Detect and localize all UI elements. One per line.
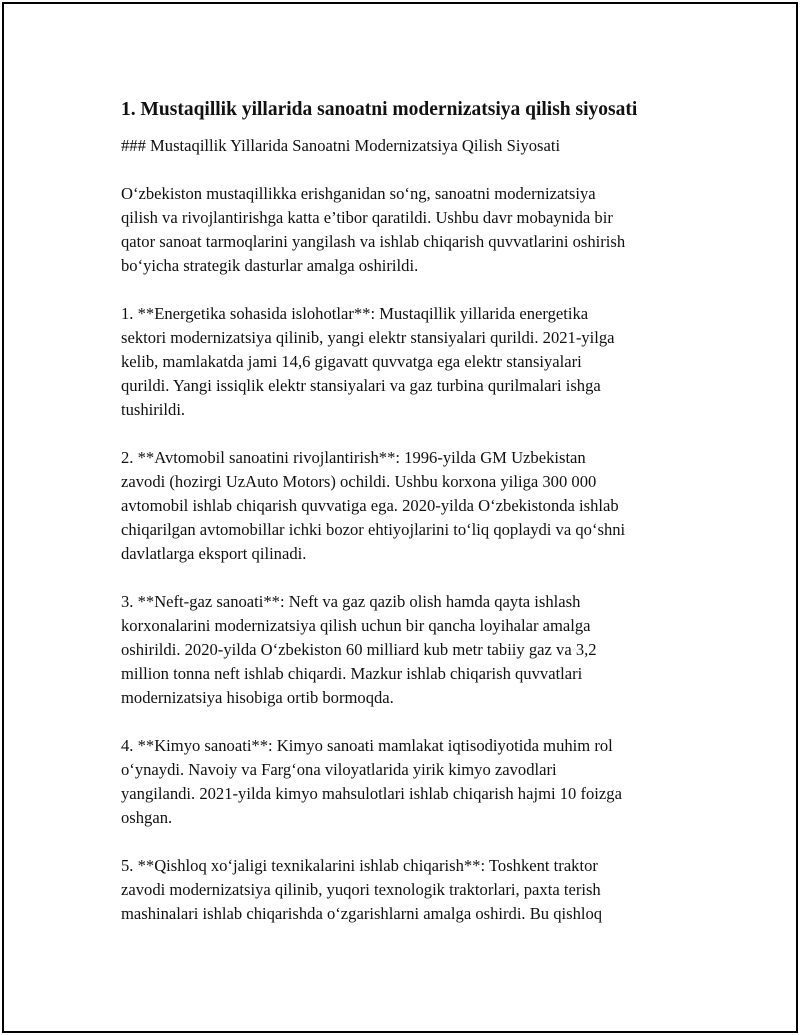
text-line: 2. **Avtomobil sanoatini rivojlantirish**: 1996-yilda GM Uzbekistan — [121, 448, 586, 467]
document-subtitle: ### Mustaqillik Yillarida Sanoatni Modernizatsiya Qilish Siyosati — [121, 136, 561, 155]
paragraph-neft-gaz — [121, 590, 696, 710]
text-line: sektori modernizatsiya qilinib, yangi elektr stansiyalari qurildi. 2021-yilga — [121, 328, 615, 347]
text-line: kelib, mamlakatda jami 14,6 gigavatt quvvatga ega elektr stansiyalari — [121, 352, 582, 371]
text-line: 3. **Neft-gaz sanoati**: Neft va gaz qazib olish hamda qayta ishlash — [121, 592, 581, 611]
paragraph-energetika — [121, 302, 696, 422]
text-line: 4. **Kimyo sanoati**: Kimyo sanoati mamlakat iqtisodiyotida muhim rol — [121, 736, 613, 755]
text-line: yangilandi. 2021-yilda kimyo mahsulotlari ishlab chiqarish hajmi 10 foizga — [121, 784, 622, 803]
document-title: 1. Mustaqillik yillarida sanoatni modernizatsiya qilish siyosati — [121, 99, 638, 120]
text-line: zavodi (hozirgi UzAuto Motors) ochildi. Ushbu korxona yiliga 300 000 — [121, 472, 597, 491]
text-line: zavodi modernizatsiya qilinib, yuqori texnologik traktorlari, paxta terish — [121, 880, 601, 899]
paragraph-intro — [121, 182, 696, 278]
text-line: qurildi. Yangi issiqlik elektr stansiyalari va gaz turbina qurilmalari ishga — [121, 376, 601, 395]
text-line: o‘ynaydi. Navoiy va Farg‘ona viloyatlarida yirik kimyo zavodlari — [121, 760, 557, 779]
text-line: qator sanoat tarmoqlarini yangilash va ishlab chiqarish quvvatlarini oshirish — [121, 232, 626, 251]
text-line: qilish va rivojlantirishga katta e’tibor qaratildi. Ushbu davr mobaynida bir — [121, 208, 613, 227]
paragraph-kimyo — [121, 734, 696, 830]
text-line: bo‘yicha strategik dasturlar amalga oshirildi. — [121, 256, 419, 275]
text-line: korxonalarini modernizatsiya qilish uchun bir qancha loyihalar amalga — [121, 616, 591, 635]
text-line: davlatlarga eksport qilinadi. — [121, 544, 307, 563]
text-line: 5. **Qishloq xo‘jaligi texnikalarini ishlab chiqarish**: Toshkent traktor — [121, 856, 598, 875]
text-line: chiqarilgan avtomobillar ichki bozor ehtiyojlarini to‘liq qoplaydi va qo‘shni — [121, 520, 626, 539]
text-line: 1. **Energetika sohasida islohotlar**: Mustaqillik yillarida energetika — [121, 304, 589, 323]
document-body — [121, 96, 696, 950]
text-line: modernizatsiya hisobiga ortib bormoqda. — [121, 688, 394, 707]
text-line: mashinalari ishlab chiqarishda o‘zgarishlarni amalga oshirdi. Bu qishloq — [121, 904, 603, 923]
text-line: oshgan. — [121, 808, 173, 827]
text-line: avtomobil ishlab chiqarish quvvatiga ega. 2020-yilda O‘zbekistonda ishlab — [121, 496, 619, 515]
paragraph-qishloq — [121, 854, 696, 926]
text-line: million tonna neft ishlab chiqardi. Mazkur ishlab chiqarish quvvatlari — [121, 664, 583, 683]
text-line: O‘zbekiston mustaqillikka erishganidan so‘ng, sanoatni modernizatsiya — [121, 184, 596, 203]
text-line: oshirildi. 2020-yilda O‘zbekiston 60 milliard kub metr tabiiy gaz va 3,2 — [121, 640, 597, 659]
paragraph-avtomobil — [121, 446, 696, 566]
page-frame — [2, 2, 798, 1033]
text-line: tushirildi. — [121, 400, 186, 419]
